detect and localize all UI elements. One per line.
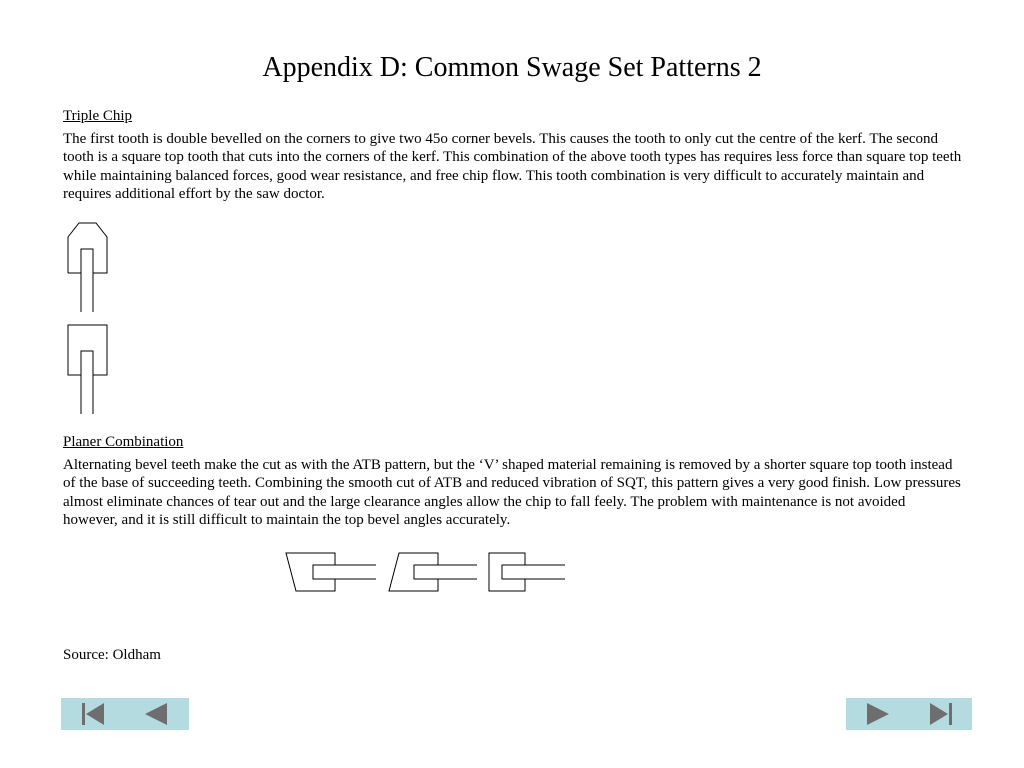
previous-slide-icon [142, 702, 170, 726]
section-body-triple-chip: The first tooth is double bevelled on the corners to give two 45o corner bevels. This causes the tooth to only cut the centre of the kerf. The second tooth is a square top tooth that cuts into the corners of the kerf. This combination of the above tooth types has requires less force than square top teeth while maintaining balanced forces, good wear resistance, and free chip flow. This tooth combination is very difficult to accurately maintain and requires additional effort by the saw doctor. [63, 131, 962, 202]
previous-slide-button[interactable] [124, 698, 187, 730]
left-bevel-tooth-shank [313, 565, 376, 579]
last-slide-button[interactable] [909, 698, 972, 730]
right-bevel-tooth-shank [414, 565, 477, 579]
last-slide-icon [927, 702, 955, 726]
triple-chip-diagram [60, 215, 120, 420]
left-bevel-tooth-figure [286, 553, 376, 591]
square-tooth-figure [68, 325, 107, 414]
square-top-tooth-shank [502, 565, 565, 579]
section-heading-planer-combination: Planer Combination [63, 434, 184, 450]
page-title: Appendix D: Common Swage Set Patterns 2 [262, 52, 762, 83]
left-bevel-tooth-outline [286, 553, 335, 591]
nav-left-group [61, 698, 189, 730]
first-slide-icon [79, 702, 107, 726]
right-bevel-tooth-figure [389, 553, 477, 591]
source-citation: Source: Oldham [63, 647, 161, 663]
square-top-tooth-figure [489, 553, 565, 591]
bevelled-tooth-outline [68, 223, 107, 273]
square-top-tooth-outline [489, 553, 525, 591]
section-heading-triple-chip: Triple Chip [63, 108, 133, 124]
section-body-planer-combination: Alternating bevel teeth make the cut as with the ATB pattern, but the ‘V’ shaped material remaining is removed by a shorter square top tooth instead of the base of succeeding teeth. Combining the smooth cut of ATB and reduced vibration of SQT, this pattern gives a very good finish. Low pressures almost eliminate chances of tear out and the large clearance angles allow the chip to fall feely. The problem with maintenance is not avoided however, and it is still difficult to maintain the top bevel angles accurately. [63, 457, 961, 528]
square-tooth-shank [81, 351, 93, 414]
next-slide-icon [864, 702, 892, 726]
next-slide-button[interactable] [846, 698, 909, 730]
planer-combination-diagram [280, 545, 580, 600]
square-tooth-outline [68, 325, 107, 375]
first-slide-button[interactable] [61, 698, 124, 730]
bevelled-tooth-figure [68, 223, 107, 312]
bevelled-tooth-shank [81, 249, 93, 312]
nav-right-group [846, 698, 972, 730]
